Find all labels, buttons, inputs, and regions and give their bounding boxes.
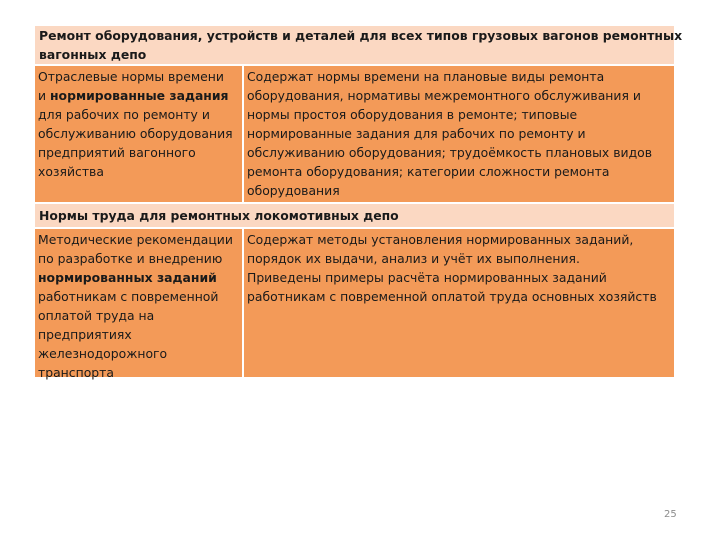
section-1-doc-line: предприятий вагонного: [38, 145, 196, 160]
section-2-doc-line: Методические рекомендации: [38, 232, 233, 247]
section-1-desc-line: нормы простоя оборудования в ремонте; типовые: [247, 107, 578, 122]
section-1-doc-prefix: и: [38, 88, 50, 103]
section-1-description-cell: [244, 66, 674, 202]
page-number: 25: [664, 509, 677, 520]
section-1-desc-line: Содержат нормы времени на плановые виды ремонта: [247, 69, 605, 84]
section-2-doc-line: транспорта: [38, 365, 114, 380]
section-1-header: [35, 26, 683, 66]
section-2-doc-line: железнодорожного: [38, 346, 168, 361]
section-2-doc-line: предприятиях: [38, 327, 132, 342]
section-2-description-cell: [244, 229, 674, 377]
section-2-document-cell: [35, 229, 244, 380]
section-1-doc-line: [38, 86, 240, 105]
section-1-desc-line: ремонта оборудования; категории сложности ремонта: [247, 164, 610, 179]
section-2-desc-line: порядок их выдачи, анализ и учёт их выполнения.: [247, 251, 580, 266]
section-1-header-line-1: Ремонт оборудования, устройств и деталей для всех типов грузовых вагонов ремонтных: [39, 28, 683, 43]
section-1-doc-line: Отраслевые нормы времени: [38, 69, 224, 84]
section-1-desc-line: оборудования: [247, 183, 340, 198]
section-1-doc-bold-term: нормированные задания: [50, 88, 229, 103]
section-1-doc-line: для рабочих по ремонту и: [38, 107, 210, 122]
section-2-doc-bold-term: нормированных заданий: [38, 270, 217, 285]
section-1-document-cell: [35, 66, 244, 202]
section-1-row: [35, 66, 674, 204]
section-1-doc-line: обслуживанию оборудования: [38, 126, 233, 141]
section-2-doc-line: работникам с повременной: [38, 289, 219, 304]
section-2-desc-line: Содержат методы установления нормированных заданий,: [247, 232, 634, 247]
section-1-desc-line: нормированные задания для рабочих по ремонту и: [247, 126, 586, 141]
section-2-row: [35, 229, 674, 379]
section-2-doc-line: по разработке и внедрению: [38, 251, 223, 266]
section-1-doc-line: хозяйства: [38, 164, 104, 179]
section-2-desc-line: Приведены примеры расчёта нормированных заданий: [247, 270, 607, 285]
section-2-doc-line: оплатой труда на: [38, 308, 155, 323]
section-2-header-line: Нормы труда для ремонтных локомотивных депо: [39, 208, 399, 223]
section-1-header-line-2: вагонных депо: [39, 46, 147, 62]
section-1-desc-line: оборудования, нормативы межремонтного обслуживания и: [247, 88, 641, 103]
norms-table: [35, 26, 683, 380]
section-1-desc-line: обслуживанию оборудования; трудоёмкость плановых видов: [247, 145, 653, 160]
section-2-desc-line: работникам с повременной оплатой труда основных хозяйств: [247, 289, 657, 304]
section-2-header: [35, 204, 674, 229]
